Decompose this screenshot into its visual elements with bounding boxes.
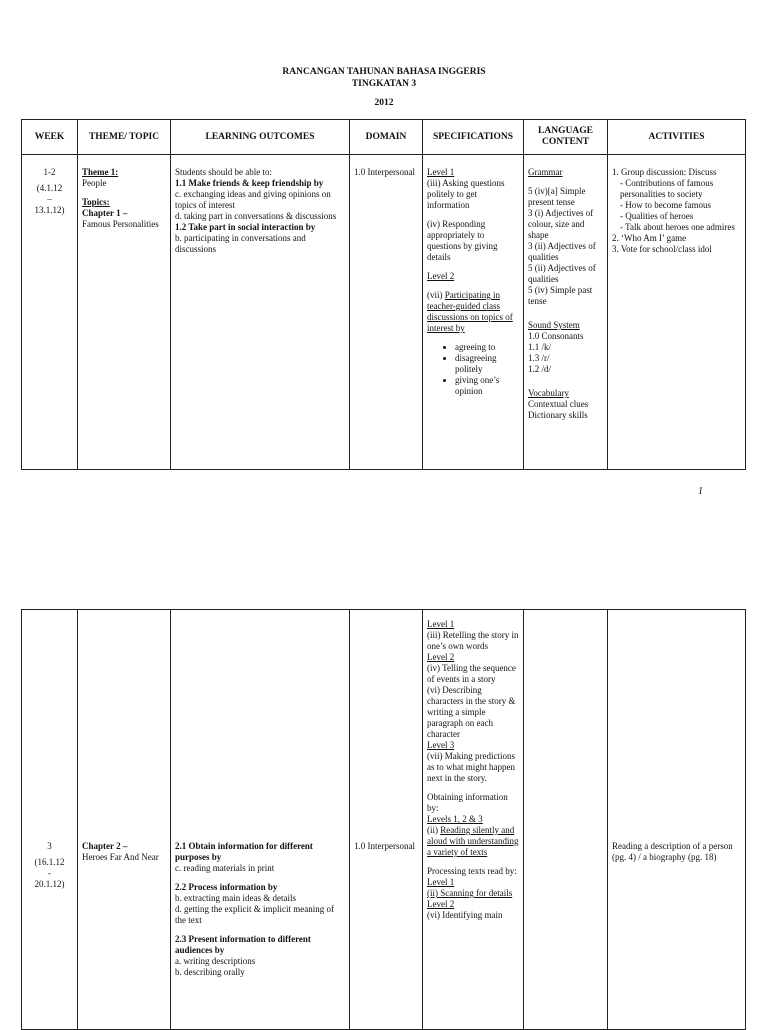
outcome-heading: 2.2 Process information by: [175, 882, 278, 892]
language-content-cell: [524, 610, 608, 1030]
week-number: 1-2: [43, 167, 56, 177]
activities-cell: [608, 610, 746, 1030]
topics-label: Topics:: [82, 197, 110, 207]
col-week: WEEK: [22, 120, 78, 155]
grammar-heading: Grammar: [528, 167, 563, 177]
domain-cell: [350, 155, 423, 470]
domain-cell: [350, 610, 423, 1030]
specifications-cell: [423, 155, 524, 470]
col-domain: DOMAIN: [350, 120, 423, 155]
spec-item: (iii) Asking questions politely to get information: [427, 178, 505, 210]
domain-text: 1.0 Interpersonal: [354, 841, 415, 851]
outcome-heading: 2.3 Present information to different audiences by: [175, 934, 311, 955]
activity-item: 1. Group discussion: Discuss: [612, 167, 717, 177]
week-cell: [22, 155, 78, 470]
theme-label: Theme 1:: [82, 167, 119, 177]
spec-level: Level 1: [427, 619, 455, 629]
week-date-dash: -: [48, 868, 51, 878]
spec-item: (vi) Describing characters in the story & writing a simple paragraph on each character: [427, 685, 516, 739]
sound-item: 1.1 /k/: [528, 342, 552, 352]
activity-item: 3. Vote for school/class idol: [612, 244, 712, 254]
spec-item: (iv) Telling the sequence of events in a story: [427, 663, 516, 684]
document-title: RANCANGAN TAHUNAN BAHASA INGGERIS: [282, 67, 486, 77]
spec-item-number: (vii): [427, 290, 445, 300]
week-number: 3: [47, 841, 52, 851]
vocabulary-item: Dictionary skills: [528, 410, 588, 420]
spec-item: (vii) Making predictions as to what might happen next in the story.: [427, 751, 515, 783]
outcome-item: d. getting the explicit & implicit meaning of the text: [175, 904, 334, 925]
week-date-start: (16.1.12: [34, 857, 65, 867]
week-date-end: 13.1.12): [34, 205, 65, 215]
spec-item: Obtaining information by:: [427, 792, 508, 813]
sound-item: 1.2 /d/: [528, 364, 552, 374]
spec-item-number: (ii): [427, 825, 441, 835]
activity-subitem: - Contributions of famous personalities to society: [620, 178, 714, 199]
table-row: [22, 155, 746, 470]
spec-item: (vi) Identifying main: [427, 910, 503, 920]
grammar-item: 5 (ii) Adjectives of qualities: [528, 263, 596, 284]
outcome-item: b. extracting main ideas & details: [175, 893, 296, 903]
spec-level: Level 2: [427, 899, 455, 909]
chapter-label: Chapter 2 –: [82, 841, 128, 851]
theme-name: People: [82, 178, 107, 188]
vocabulary-heading: Vocabulary: [528, 388, 569, 398]
page-number: 1: [698, 486, 703, 497]
outcome-item: b. participating in conversations and discussions: [175, 233, 306, 254]
spec-level: Levels 1, 2 & 3: [427, 814, 483, 824]
col-language-content: LANGUAGE CONTENT: [524, 120, 608, 155]
table-header-row: [22, 120, 746, 155]
spec-level: Level 2: [427, 271, 455, 281]
document-subtitle: TINGKATAN 3: [351, 79, 417, 89]
col-activities: ACTIVITIES: [608, 120, 746, 155]
chapter-name: Heroes Far And Near: [82, 852, 159, 862]
spec-level: Level 1: [427, 877, 455, 887]
week-date-start: (4.1.12: [36, 183, 63, 193]
activity-subitem: - Qualities of heroes: [620, 211, 694, 221]
outcomes-cell: [171, 155, 350, 470]
week-date-dash: –: [47, 194, 52, 204]
outcome-heading: 2.1 Obtain information for different purposes by: [175, 841, 313, 862]
activity-subitem: - Talk about heroes one admires: [620, 222, 735, 232]
sound-system-heading: Sound System: [528, 320, 580, 330]
outcome-heading: 1.2 Take part in social interaction by: [175, 222, 316, 232]
vocabulary-item: Contextual clues: [528, 399, 589, 409]
chapter-label: Chapter 1 –: [82, 208, 128, 218]
grammar-item: 3 (ii) Adjectives of qualities: [528, 241, 596, 262]
outcomes-intro: Students should be able to:: [175, 167, 272, 177]
spec-item: Processing texts read by:: [427, 866, 517, 876]
spec-item-text: Participating in teacher-guided class discussions on topics of interest by: [427, 290, 513, 333]
activity-item: 2. ‘Who Am I’ game: [612, 233, 687, 243]
document-year: 2012: [374, 98, 394, 108]
outcome-item: c. reading materials in print: [175, 863, 275, 873]
spec-item-text: Reading silently and aloud with understanding a variety of texts: [427, 825, 519, 857]
yearly-plan-table-page2: [21, 609, 746, 1030]
chapter-name: Famous Personalities: [82, 219, 159, 229]
activities-cell: [608, 155, 746, 470]
list-item: • disagreeing politely: [455, 353, 519, 375]
spec-item: (iv) Responding appropriately to questions by giving details: [427, 219, 498, 262]
outcomes-cell: [171, 610, 350, 1030]
spec-level: Level 2: [427, 652, 455, 662]
col-specifications: SPECIFICATIONS: [423, 120, 524, 155]
list-item: • giving one’s opinion: [455, 375, 519, 397]
col-learning-outcomes: LEARNING OUTCOMES: [171, 120, 350, 155]
grammar-item: 3 (i) Adjectives of colour, size and shape: [528, 208, 594, 240]
theme-cell: [78, 155, 171, 470]
domain-text: 1.0 Interpersonal: [354, 167, 415, 177]
table-row: [22, 610, 746, 1030]
activity-item: Reading a description of a person (pg. 4) / a biography (pg. 18): [612, 841, 733, 862]
week-date-end: 20.1.12): [34, 879, 65, 889]
outcome-item: c. exchanging ideas and giving opinions on topics of interest: [175, 189, 331, 210]
week-cell: [22, 610, 78, 1030]
specifications-cell: [423, 610, 524, 1030]
sound-item: 1.3 /r/: [528, 353, 550, 363]
outcome-item: b. describing orally: [175, 967, 245, 977]
grammar-item: 5 (iv) Simple past tense: [528, 285, 593, 306]
spec-item: [427, 825, 519, 858]
spec-item: (iii) Retelling the story in one’s own words: [427, 630, 519, 651]
outcome-item: a. writing descriptions: [175, 956, 256, 966]
sound-item: 1.0 Consonants: [528, 331, 584, 341]
spec-level: Level 1: [427, 167, 455, 177]
outcome-heading: 1.1 Make friends & keep friendship by: [175, 178, 324, 188]
list-item: • agreeing to: [455, 342, 519, 353]
yearly-plan-table-page1: [21, 119, 746, 470]
language-content-cell: [524, 155, 608, 470]
spec-bullet-list: [427, 342, 519, 397]
spec-item: [427, 290, 519, 334]
grammar-item: 5 (iv)[a] Simple present tense: [528, 186, 586, 207]
outcome-item: d. taking part in conversations & discussions: [175, 211, 337, 221]
spec-level: Level 3: [427, 740, 455, 750]
theme-cell: [78, 610, 171, 1030]
activity-subitem: - How to become famous: [620, 200, 711, 210]
spec-item: (ii) Scanning for details: [427, 888, 513, 898]
col-theme-topic: THEME/ TOPIC: [78, 120, 171, 155]
